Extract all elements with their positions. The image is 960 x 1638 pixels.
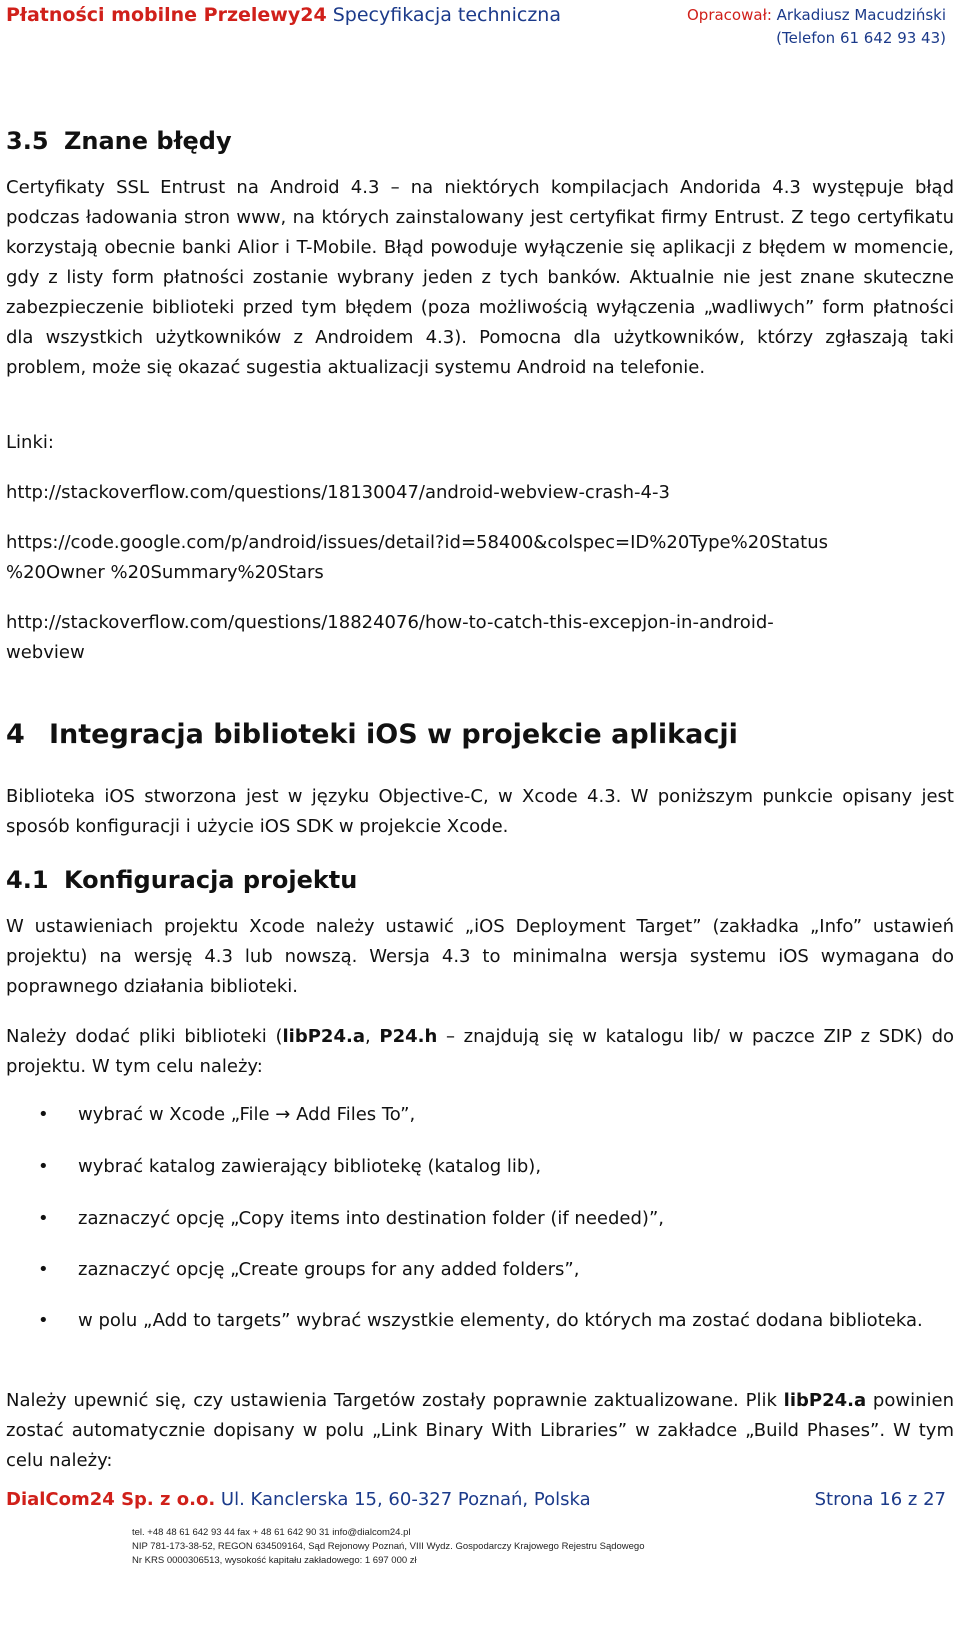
file-p24-h: P24.h (379, 1026, 438, 1047)
link-google-code-part2[interactable]: %20Owner %20Summary%20Stars (6, 562, 324, 583)
bullet-icon: • (38, 1156, 49, 1177)
section-heading-4 (6, 719, 738, 750)
header-doc-title: Specyfikacja techniczna (332, 4, 561, 26)
header-brand: Płatności mobilne Przelewy24 (6, 4, 327, 26)
section-number: 4.1 (6, 866, 49, 894)
footer-krs-line: Nr KRS 0000306513, wysokość kapitału zakładowego: 1 697 000 zł (132, 1555, 417, 1566)
known-bugs-paragraph: Certyfikaty SSL Entrust na Android 4.3 – na niektórych kompilacjach Andorida 4.3 występuje błąd podczas ładowania stron www, na których zainstalowany jest certyfikat firmy Entrust. Z tego certyfikatu korzystają obecnie banki Alior i T-Mobile. Błąd powoduje wyłączenie się aplikacji z błędem w momencie, gdy z listy form płatności zostanie wybrany jeden z tych banków. Aktualnie nie jest znane skuteczne zabezpieczenie biblioteki przed tym błędem (poza możliwością wyłączenia „wadliwych” form płatności dla wszystkich użytkowników z Androidem 4.3). Pomocna dla użytkowników, którzy zgłaszają taki problem, może się okazać sugestia aktualizacji systemu Android na telefonie. (6, 177, 954, 378)
page-footer-company (6, 1489, 591, 1510)
page-number: Strona 16 z 27 (814, 1489, 946, 1510)
author-label: Opracował: (687, 6, 772, 24)
footer-company: DialCom24 Sp. z o.o. (6, 1489, 216, 1510)
author-phone: (Telefon 61 642 93 43) (776, 29, 946, 47)
section-title: Znane błędy (64, 127, 232, 155)
footer-address: Ul. Kanclerska 15, 60-327 Poznań, Polska (220, 1489, 591, 1510)
file-libp24-a: libP24.a (783, 1390, 867, 1411)
section-title: Konfiguracja projektu (64, 866, 358, 894)
link-stackoverflow-2-part1[interactable]: http://stackoverflow.com/questions/18824076/how-to-catch-this-excepjon-in-android- (6, 612, 774, 633)
section-number: 4 (6, 719, 25, 750)
link-stackoverflow-1[interactable]: http://stackoverflow.com/questions/18130047/android-webview-crash-4-3 (6, 482, 670, 503)
bullet-icon: • (38, 1208, 49, 1229)
page-header-author (687, 4, 946, 50)
bullet-icon: • (38, 1310, 49, 1331)
section-heading-4-1 (6, 866, 357, 894)
link-google-code-part1[interactable]: https://code.google.com/p/android/issues/detail?id=58400&colspec=ID%20Type%20Status (6, 532, 828, 553)
ios-intro-paragraph: Biblioteka iOS stworzona jest w języku Objective-C, w Xcode 4.3. W poniższym punkcie opisany jest sposób konfiguracji i użycie iOS SDK w projekcie Xcode. (6, 786, 954, 837)
bullet-icon: • (38, 1259, 49, 1280)
author-name: Arkadiusz Macudziński (776, 6, 946, 24)
section-heading-3-5 (6, 127, 232, 155)
file-libp24-a: libP24.a (282, 1026, 365, 1047)
page-header-title (6, 4, 561, 26)
section-title: Integracja biblioteki iOS w projekcie aplikacji (49, 719, 738, 750)
footer-registry-line: NIP 781-173-38-52, REGON 634509164, Sąd Rejonowy Poznań, VIII Wydz. Gospodarczy Krajowego Rejestru Sądowego (132, 1541, 645, 1552)
bullet-icon: • (38, 1104, 49, 1125)
link-binary-paragraph: Należy upewnić się, czy ustawienia Targetów zostały poprawnie zaktualizowane. Plik libP24.a powinien zostać automatycznie dopisany w polu „Link Binary With Libraries” w zakładce „Build Phases”. W tym celu należy: (6, 1390, 954, 1471)
section-number: 3.5 (6, 127, 49, 155)
add-files-paragraph: Należy dodać pliki biblioteki (libP24.a, P24.h – znajdują się w katalogu lib/ w paczce ZIP z SDK) do projektu. W tym celu należy: (6, 1026, 955, 1077)
footer-contact-line: tel. +48 48 61 642 93 44 fax + 48 61 642 90 31 info@dialcom24.pl (132, 1527, 411, 1538)
link-stackoverflow-2-part2[interactable]: webview (6, 642, 85, 663)
deployment-target-paragraph: W ustawieniach projektu Xcode należy ustawić „iOS Deployment Target” (zakładka „Info” ustawień projektu) na wersję 4.3 lub nowszą. Wersja 4.3 to minimalna wersja systemu iOS wymagana do poprawnego działania biblioteki. (6, 916, 954, 997)
links-label: Linki: (6, 432, 54, 453)
